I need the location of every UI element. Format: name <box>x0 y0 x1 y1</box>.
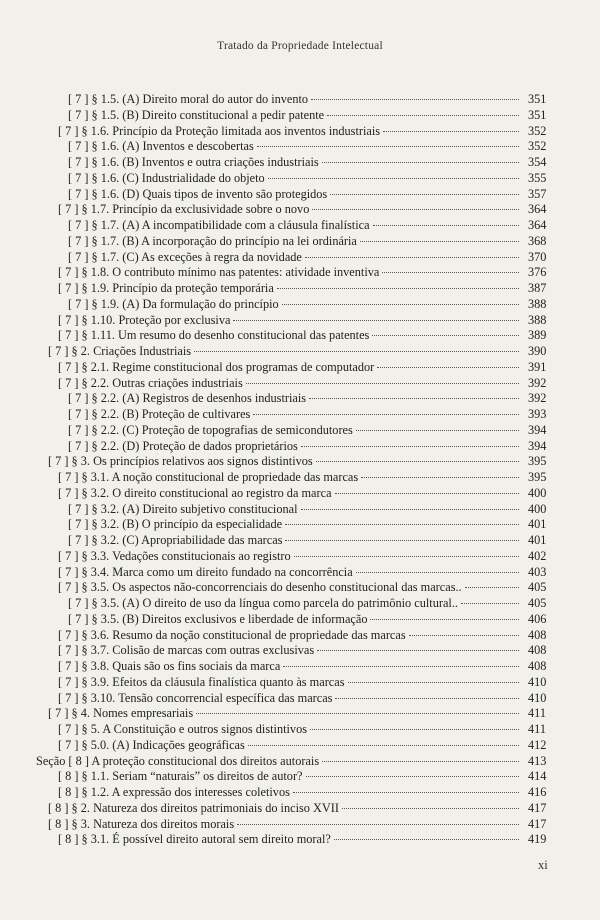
toc-entry-title: [ 7 ] § 1.5. (B) Direito constitucional a pedir patente <box>68 107 325 122</box>
toc-entry-title: [ 7 ] § 2.2. (A) Registros de desenhos industriais <box>68 391 307 406</box>
toc-entry-page-number: 352 <box>528 123 547 138</box>
toc-entry-page-number: 395 <box>528 470 547 484</box>
toc-entry <box>48 817 522 832</box>
toc-entry-title: [ 7 ] § 1.7. Princípio da exclusividade sobre o novo <box>58 202 310 217</box>
toc-entry-title: [ 7 ] § 2.2. (D) Proteção de dados proprietários <box>68 438 298 453</box>
toc-entry-title: [ 7 ] § 1.9. Princípio da proteção temporária <box>58 281 274 295</box>
toc-entry-page-number: 355 <box>528 170 547 185</box>
toc-entry <box>58 281 522 296</box>
toc-entry <box>48 706 522 721</box>
toc-entry <box>58 202 522 217</box>
toc-entry <box>58 832 522 847</box>
dot-leader <box>342 808 519 809</box>
toc-entry-title: [ 7 ] § 3.5. Os aspectos não-concorrenciais do desenho constitucional das marcas.. <box>58 580 462 595</box>
dot-leader <box>409 635 519 636</box>
toc-entry-title: [ 7 ] § 1.6. (C) Industrialidade do objeto <box>68 170 265 185</box>
toc-entry-page-number: 392 <box>528 391 547 406</box>
toc-entry-page-number: 419 <box>528 832 547 847</box>
toc-entry <box>68 155 522 170</box>
toc-entry-title: [ 7 ] § 2.2. (B) Proteção de cultivares <box>68 407 251 421</box>
toc-entry-title: [ 7 ] § 1.6. Princípio da Proteção limitada aos inventos industriais <box>58 123 381 138</box>
dot-leader <box>334 839 519 840</box>
toc-entry <box>68 234 522 249</box>
dot-leader <box>268 178 519 179</box>
toc-entry <box>58 738 522 753</box>
dot-leader <box>312 209 519 210</box>
toc-entry-title: [ 8 ] § 1.2. A expressão dos interesses coletivos <box>58 785 290 799</box>
toc-entry <box>48 801 522 816</box>
dot-leader <box>233 320 519 321</box>
dot-leader <box>322 162 519 163</box>
dot-leader <box>335 698 519 699</box>
toc-entry <box>68 517 522 532</box>
toc-entry-page-number: 408 <box>528 643 547 658</box>
toc-entry <box>58 565 522 580</box>
toc-entry-page-number: 405 <box>528 596 547 610</box>
toc-entry-page-number: 394 <box>528 438 547 453</box>
toc-entry-page-number: 406 <box>528 611 547 626</box>
toc-entry-page-number: 401 <box>528 533 547 547</box>
toc-entry <box>58 675 522 690</box>
dot-leader <box>377 367 519 368</box>
dot-leader <box>282 304 519 305</box>
dot-leader <box>330 194 519 195</box>
toc-entry-title: [ 7 ] § 1.7. (B) A incorporação do princípio na lei ordinária <box>68 233 357 248</box>
dot-leader <box>285 540 519 541</box>
toc-entry-title: [ 7 ] § 3.10. Tensão concorrencial específica das marcas <box>58 690 333 705</box>
toc-entry-title: Seção [ 8 ] A proteção constitucional dos direitos autorais <box>36 753 320 768</box>
toc-entry-title: [ 7 ] § 3.2. (A) Direito subjetivo constitucional <box>68 501 298 516</box>
toc-entry <box>68 92 522 107</box>
toc-entry <box>58 376 522 391</box>
toc-entry-title: [ 7 ] § 2.2. (C) Proteção de topografias de semicondutores <box>68 422 353 437</box>
toc-entry-page-number: 376 <box>528 265 547 280</box>
dot-leader <box>301 446 519 447</box>
dot-leader <box>285 524 519 525</box>
toc-entry <box>58 769 522 784</box>
toc-entry-title: [ 7 ] § 3.8. Quais são os fins sociais da marca <box>58 659 281 673</box>
toc-entry <box>58 691 522 706</box>
toc-entry-title: [ 7 ] § 2.2. Outras criações industriais <box>58 375 243 390</box>
toc-entry-page-number: 351 <box>528 107 547 122</box>
toc-entry <box>68 612 522 627</box>
toc-entry-page-number: 411 <box>528 706 546 721</box>
toc-entry <box>58 628 522 643</box>
dot-leader <box>461 603 519 604</box>
dot-leader <box>316 461 519 462</box>
dot-leader <box>356 430 519 431</box>
dot-leader <box>370 619 519 620</box>
toc-entry-title: [ 7 ] § 5.0. (A) Indicações geográficas <box>58 737 245 752</box>
dot-leader <box>253 414 519 415</box>
dot-leader <box>306 776 520 777</box>
toc-entry <box>58 549 522 564</box>
toc-entry-title: [ 7 ] § 3.9. Efeitos da cláusula finalística quanto às marcas <box>58 674 345 689</box>
toc-entry-title: [ 7 ] § 1.8. O contributo mínimo nas patentes: atividade inventiva <box>58 265 380 280</box>
toc-entry-title: [ 7 ] § 3. Os princípios relativos aos signos distintivos <box>48 454 313 469</box>
toc-entry-page-number: 412 <box>528 737 547 752</box>
toc-entry-title: [ 7 ] § 1.11. Um resumo do desenho constitucional das patentes <box>58 328 370 343</box>
dot-leader <box>257 146 519 147</box>
toc-entry <box>48 344 522 359</box>
dot-leader <box>194 351 519 352</box>
toc-entry-page-number: 370 <box>528 249 547 264</box>
toc-entry-page-number: 364 <box>528 218 547 232</box>
toc-entry <box>58 360 522 375</box>
toc-entry <box>58 265 522 280</box>
toc-entry-page-number: 405 <box>528 580 547 595</box>
toc-entry-title: [ 7 ] § 1.5. (A) Direito moral do autor do invento <box>68 92 309 106</box>
toc-entry-title: [ 7 ] § 1.10. Proteção por exclusiva <box>58 312 231 327</box>
toc-entry-page-number: 400 <box>528 501 547 516</box>
toc-entry-page-number: 411 <box>528 722 546 736</box>
toc-entry-page-number: 417 <box>528 816 547 831</box>
toc-entry <box>68 502 522 517</box>
toc-entry <box>68 218 522 233</box>
toc-entry-title: [ 7 ] § 3.2. (B) O princípio da especialidade <box>68 517 283 532</box>
toc-entry-title: [ 8 ] § 2. Natureza dos direitos patrimoniais do inciso XVII <box>48 800 339 815</box>
toc-entry-page-number: 351 <box>528 92 547 106</box>
toc-entry-title: [ 7 ] § 1.9. (A) Da formulação do princípio <box>68 296 279 311</box>
dot-leader <box>322 761 519 762</box>
dot-leader <box>372 335 519 336</box>
toc-entry-title: [ 7 ] § 1.6. (B) Inventos e outra criações industriais <box>68 155 319 169</box>
toc-entry-page-number: 389 <box>528 328 547 343</box>
toc-entry <box>68 533 522 548</box>
dot-leader <box>293 792 519 793</box>
toc-entry-title: [ 7 ] § 3.5. (A) O direito de uso da língua como parcela do patrimônio cultural.. <box>68 596 458 610</box>
toc-entry <box>58 785 522 800</box>
toc-entry-title: [ 7 ] § 1.6. (D) Quais tipos de invento são protegidos <box>68 186 328 201</box>
dot-leader <box>383 131 519 132</box>
toc-entry-page-number: 357 <box>528 186 547 201</box>
toc-entry <box>58 470 522 485</box>
dot-leader <box>283 666 519 667</box>
toc-entry <box>68 297 522 312</box>
toc-entry-page-number: 417 <box>528 800 547 815</box>
toc-entry <box>68 139 522 154</box>
toc-entry-page-number: 410 <box>528 690 547 705</box>
dot-leader <box>360 241 519 242</box>
toc-entry-page-number: 387 <box>528 281 547 295</box>
toc-entry <box>58 124 522 139</box>
toc-entry-title: [ 7 ] § 3.3. Vedações constitucionais ao registro <box>58 548 291 563</box>
toc-entry-page-number: 408 <box>528 627 547 642</box>
toc-entry <box>58 328 522 343</box>
dot-leader <box>310 729 519 730</box>
toc-entry-page-number: 393 <box>528 407 547 421</box>
dot-leader <box>294 556 519 557</box>
dot-leader <box>327 115 519 116</box>
dot-leader <box>465 587 519 588</box>
toc-entry <box>58 643 522 658</box>
toc-entry <box>68 423 522 438</box>
toc-entry-title: [ 7 ] § 2.1. Regime constitucional dos programas de computador <box>58 359 375 374</box>
dot-leader <box>305 257 519 258</box>
toc-entry <box>68 108 522 123</box>
toc-entry <box>58 313 522 328</box>
toc-entry-page-number: 403 <box>528 564 547 579</box>
toc-entry <box>68 171 522 186</box>
toc-entry-page-number: 388 <box>528 312 547 327</box>
toc-entry-page-number: 414 <box>528 769 547 784</box>
dot-leader <box>309 398 519 399</box>
toc-entry-page-number: 401 <box>528 517 547 532</box>
toc-entry-page-number: 388 <box>528 296 547 311</box>
toc-entry-page-number: 390 <box>528 344 547 358</box>
toc-entry-title: [ 8 ] § 3. Natureza dos direitos morais <box>48 816 235 831</box>
toc-entry-page-number: 402 <box>528 548 547 563</box>
toc-entry <box>68 596 522 611</box>
dot-leader <box>248 745 519 746</box>
toc-entry-title: [ 8 ] § 1.1. Seriam “naturais” os direitos de autor? <box>58 769 303 784</box>
toc-entry <box>58 580 522 595</box>
toc-entry <box>58 659 522 674</box>
toc-entry-title: [ 7 ] § 3.7. Colisão de marcas com outras exclusivas <box>58 643 315 658</box>
toc-entry-title: [ 7 ] § 3.1. A noção constitucional de propriedade das marcas <box>58 470 359 484</box>
dot-leader <box>373 225 519 226</box>
dot-leader <box>335 493 519 494</box>
toc-entry-title: [ 7 ] § 5. A Constituição e outros signos distintivos <box>58 722 308 736</box>
dot-leader <box>356 572 519 573</box>
running-head: Tratado da Propriedade Intelectual <box>217 40 383 52</box>
toc-entry-page-number: 364 <box>528 202 547 217</box>
toc-entry <box>68 250 522 265</box>
toc-entry-title: [ 8 ] § 3.1. É possível direito autoral sem direito moral? <box>58 832 331 847</box>
toc-entry-page-number: 416 <box>528 785 547 799</box>
dot-leader <box>311 99 519 100</box>
toc-entry-title: [ 7 ] § 1.7. (C) As exceções à regra da novidade <box>68 249 302 264</box>
toc-entry-title: [ 7 ] § 4. Nomes empresariais <box>48 706 194 721</box>
toc-entry-page-number: 395 <box>528 454 547 469</box>
toc-entry-title: [ 7 ] § 3.2. (C) Apropriabilidade das marcas <box>68 533 283 547</box>
toc-entry <box>36 754 522 769</box>
dot-leader <box>246 383 519 384</box>
toc-entry-page-number: 413 <box>528 753 547 768</box>
toc-entry <box>68 391 522 406</box>
dot-leader <box>277 288 519 289</box>
toc-entry-page-number: 392 <box>528 375 547 390</box>
toc-entry <box>58 722 522 737</box>
toc-entry-title: [ 7 ] § 3.5. (B) Direitos exclusivos e liberdade de informação <box>68 611 368 626</box>
dot-leader <box>361 477 519 478</box>
dot-leader <box>237 824 519 825</box>
dot-leader <box>382 272 519 273</box>
toc-entry-page-number: 400 <box>528 485 547 500</box>
dot-leader <box>301 509 520 510</box>
toc-entry-page-number: 391 <box>528 359 547 374</box>
toc-entry-title: [ 7 ] § 1.7. (A) A incompatibilidade com a cláusula finalística <box>68 218 370 232</box>
toc-entry-page-number: 410 <box>528 674 547 689</box>
toc-entry-title: [ 7 ] § 1.6. (A) Inventos e descobertas <box>68 139 254 154</box>
page-number: xi <box>538 858 548 872</box>
toc-entry-title: [ 7 ] § 3.4. Marca como um direito fundado na concorrência <box>58 564 353 579</box>
toc-entry <box>68 439 522 454</box>
toc-entry-title: [ 7 ] § 3.6. Resumo da noção constitucional de propriedade das marcas <box>58 627 406 642</box>
toc-entry-page-number: 368 <box>528 233 547 248</box>
toc-entry-page-number: 354 <box>528 155 547 169</box>
dot-leader <box>196 713 519 714</box>
toc-entry-page-number: 408 <box>528 659 547 673</box>
dot-leader <box>317 650 519 651</box>
toc-entry <box>58 486 522 501</box>
toc-entry-title: [ 7 ] § 3.2. O direito constitucional ao registro da marca <box>58 485 332 500</box>
toc-entry-title: [ 7 ] § 2. Criações Industriais <box>48 344 192 358</box>
dot-leader <box>348 682 520 683</box>
toc-entry <box>68 187 522 202</box>
toc-entry <box>68 407 522 422</box>
toc-entry-page-number: 394 <box>528 422 547 437</box>
toc-entry <box>48 454 522 469</box>
toc-entry-page-number: 352 <box>528 139 547 154</box>
